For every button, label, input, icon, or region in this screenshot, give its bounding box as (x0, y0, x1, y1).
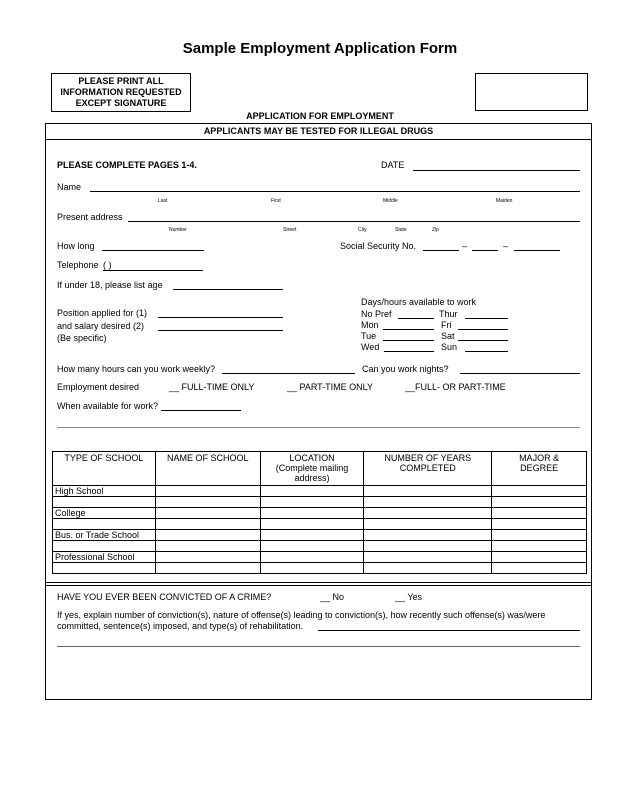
name-field[interactable] (90, 191, 580, 192)
row-label: Bus. or Trade School (53, 530, 156, 541)
crime-explain-field-2[interactable] (57, 646, 580, 647)
telephone-field[interactable] (103, 270, 203, 271)
instructions-line: PLEASE PRINT ALL (78, 76, 164, 86)
table-row[interactable] (53, 508, 587, 519)
col-major-degree: MAJOR & DEGREE (492, 452, 587, 486)
name-sub-last: Last (158, 198, 168, 204)
crime-explain-line-1: If yes, explain number of conviction(s), nature of offense(s) leading to conviction(s), how recently such offense(s) was/were (57, 610, 546, 620)
crime-question: HAVE YOU EVER BEEN CONVICTED OF A CRIME? (57, 592, 272, 602)
crime-explain-field[interactable] (318, 630, 580, 631)
col-type-of-school: TYPE OF SCHOOL (53, 452, 156, 486)
ssn-label: Social Security No. (340, 241, 417, 251)
how-long-label: How long (57, 241, 95, 251)
avail-field-mon[interactable] (383, 329, 434, 330)
avail-label-sat: Sat (441, 331, 455, 341)
hours-weekly-field[interactable] (222, 373, 355, 374)
row-label: High School (53, 486, 156, 497)
address-sub-zip: Zip (432, 227, 439, 233)
photo-box (475, 73, 588, 111)
when-available-label: When available for work? (57, 401, 159, 411)
ssn-field-2[interactable] (472, 250, 498, 251)
table-row[interactable] (53, 530, 587, 541)
table-row[interactable] (53, 552, 587, 563)
avail-label-nopref: No Pref (361, 309, 392, 319)
under-18-label: If under 18, please list age (57, 280, 163, 290)
row-label (53, 563, 156, 574)
position-label-1: Position applied for (1) (57, 308, 148, 318)
name-label: Name (57, 182, 82, 192)
position-label-3: (Be specific) (57, 333, 107, 343)
row-label (53, 541, 156, 552)
row-label: College (53, 508, 156, 519)
complete-pages-note: PLEASE COMPLETE PAGES 1-4. (57, 160, 197, 170)
availability-heading: Days/hours available to work (361, 297, 477, 307)
avail-label-sun: Sun (441, 342, 458, 352)
telephone-label: Telephone (57, 260, 99, 270)
avail-field-thur[interactable] (465, 318, 508, 319)
address-field[interactable] (128, 221, 580, 222)
avail-field-fri[interactable] (458, 329, 508, 330)
how-long-field[interactable] (102, 250, 204, 251)
instructions-line: EXCEPT SIGNATURE (75, 98, 167, 108)
nights-label: Can you work nights? (362, 364, 449, 374)
address-label: Present address (57, 212, 123, 222)
address-sub-state: State (395, 227, 407, 233)
position-field-2[interactable] (158, 330, 283, 331)
age-field[interactable] (173, 289, 283, 290)
position-label-2: and salary desired (2) (57, 321, 145, 331)
option-part-time[interactable]: __ PART-TIME ONLY (287, 382, 374, 392)
ssn-field-1[interactable] (423, 250, 459, 251)
drug-notice: APPLICANTS MAY BE TESTED FOR ILLEGAL DRUGS (203, 126, 434, 136)
avail-field-sun[interactable] (465, 351, 508, 352)
avail-field-tue[interactable] (383, 340, 434, 341)
crime-no-option[interactable]: __ No (320, 592, 345, 602)
date-label: DATE (381, 160, 405, 170)
option-full-time[interactable]: __ FULL-TIME ONLY (169, 382, 255, 392)
table-row[interactable] (53, 497, 587, 508)
nights-field[interactable] (460, 373, 580, 374)
divider (57, 427, 580, 428)
avail-label-wed: Wed (361, 342, 380, 352)
table-row[interactable] (53, 563, 587, 574)
avail-label-fri: Fri (441, 320, 452, 330)
instructions-line: INFORMATION REQUESTED (60, 87, 182, 97)
name-sub-first: First (271, 198, 281, 204)
table-row[interactable] (53, 486, 587, 497)
page-title: Sample Employment Application Form (182, 40, 458, 57)
position-field-1[interactable] (158, 317, 283, 318)
col-years-completed: NUMBER OF YEARS COMPLETED (364, 452, 492, 486)
avail-label-mon: Mon (361, 320, 379, 330)
avail-field-nopref[interactable] (398, 318, 434, 319)
address-sub-number: Number (169, 227, 187, 233)
ssn-field-3[interactable] (514, 250, 560, 251)
col-location: LOCATION (Complete mailing address) (260, 452, 364, 486)
table-row[interactable] (53, 541, 587, 552)
table-row[interactable] (53, 519, 587, 530)
name-sub-middle: Middle (383, 198, 398, 204)
employment-desired-label: Employment desired (57, 382, 140, 392)
row-label (53, 519, 156, 530)
when-available-field[interactable] (161, 410, 241, 411)
row-label (53, 497, 156, 508)
date-field[interactable] (413, 170, 580, 171)
name-sub-maiden: Maiden (496, 198, 513, 204)
hours-weekly-label: How many hours can you work weekly? (57, 364, 216, 374)
crime-yes-option[interactable]: __ Yes (395, 592, 423, 602)
telephone-area-code[interactable]: ( ) (103, 260, 112, 270)
form-heading: APPLICATION FOR EMPLOYMENT (246, 111, 394, 121)
ssn-dash: – (462, 241, 468, 251)
avail-label-tue: Tue (361, 331, 377, 341)
option-full-or-part-time[interactable]: __FULL- OR PART-TIME (405, 382, 506, 392)
address-sub-street: Street (283, 227, 297, 233)
row-label: Professional School (53, 552, 156, 563)
instructions-box (51, 73, 191, 112)
address-sub-city: City (358, 227, 367, 233)
avail-label-thur: Thur (439, 309, 458, 319)
ssn-dash: – (503, 241, 509, 251)
education-table (52, 451, 587, 574)
col-name-of-school: NAME OF SCHOOL (155, 452, 260, 486)
avail-field-wed[interactable] (384, 351, 434, 352)
avail-field-sat[interactable] (458, 340, 508, 341)
crime-explain-line-2: committed, sentence(s) imposed, and type(s) of rehabilitation. (57, 621, 304, 631)
